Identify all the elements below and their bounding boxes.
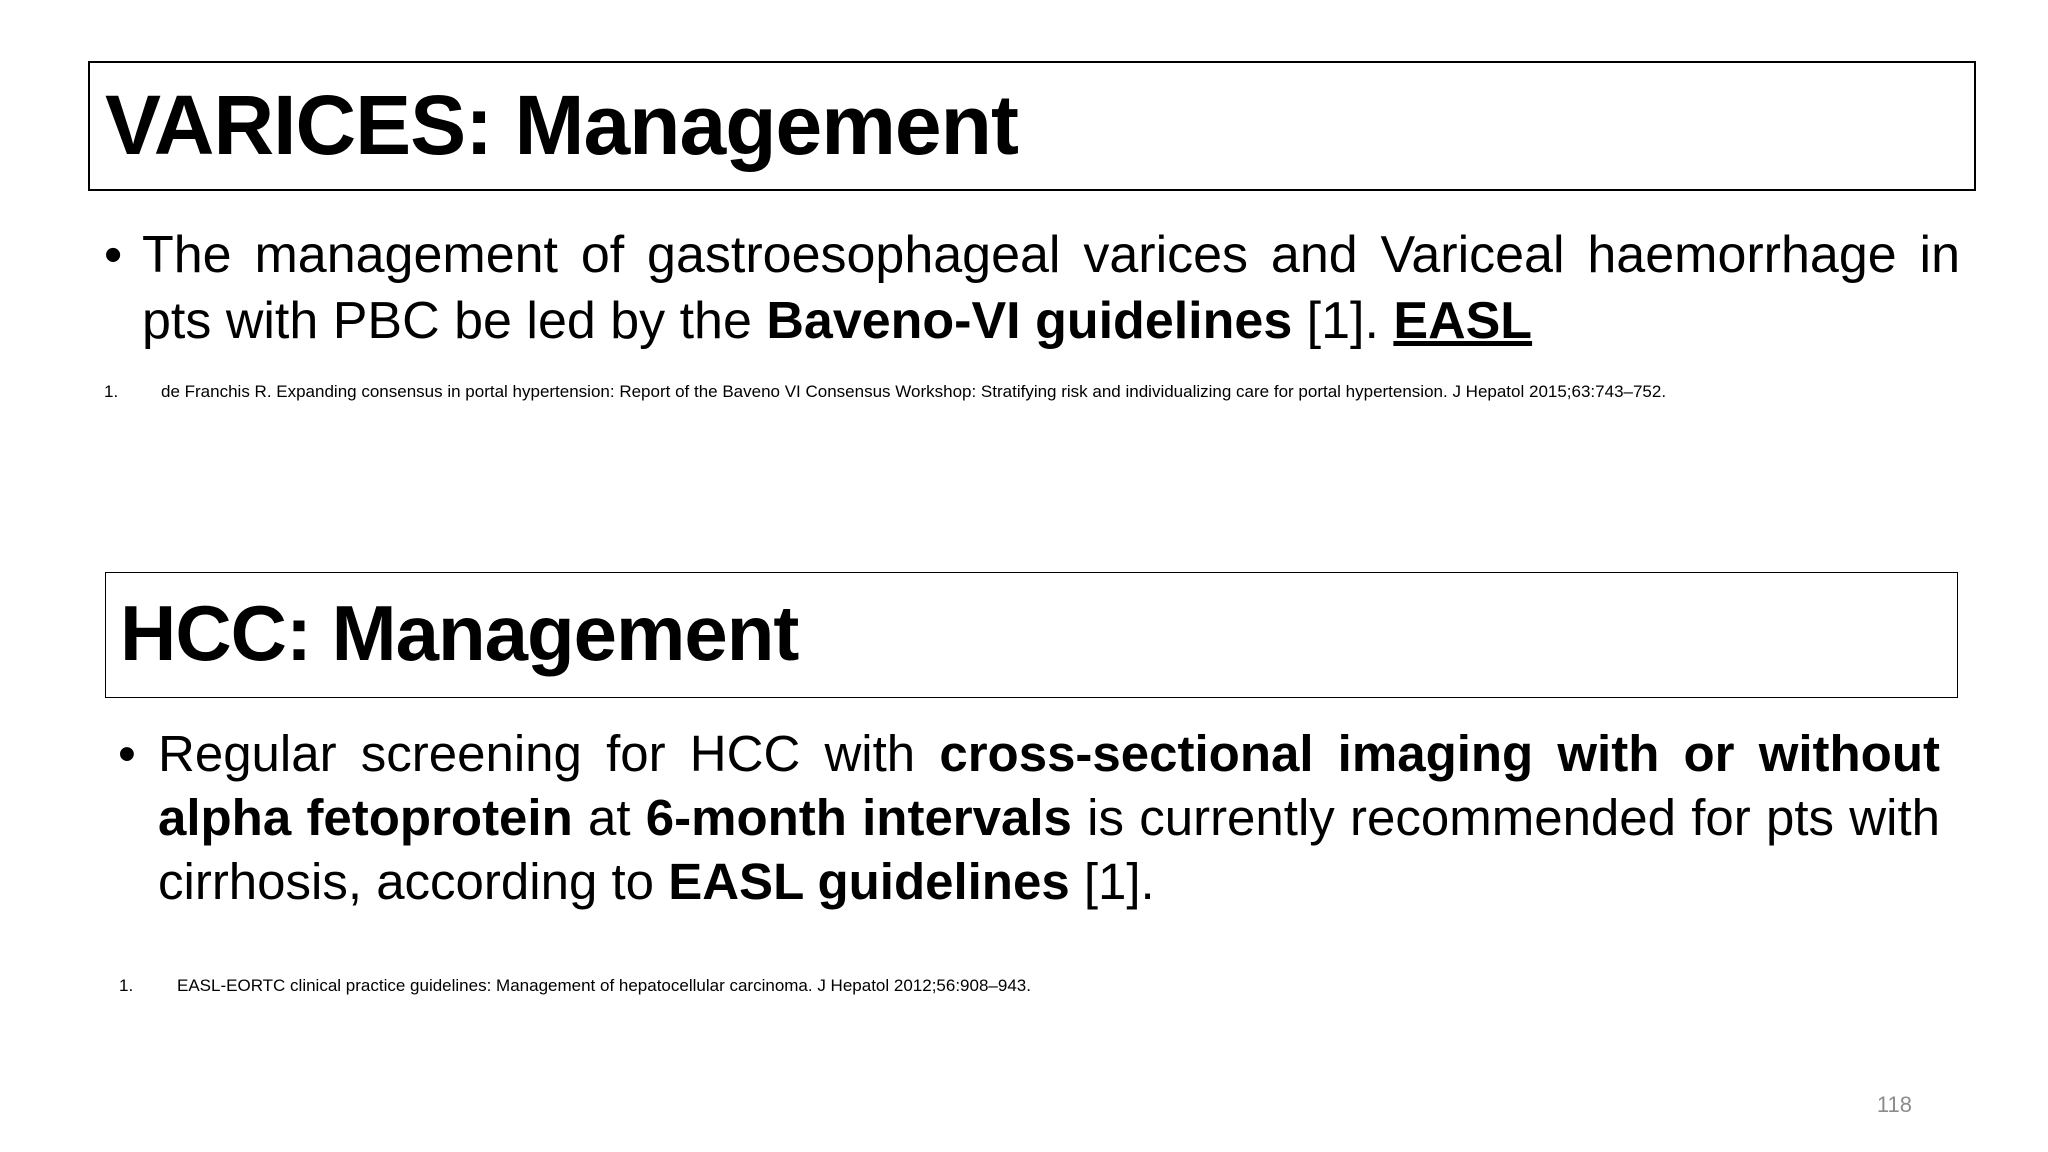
hcc-bullet-bold-guidelines: EASL guidelines — [668, 853, 1070, 910]
hcc-bullet-bold-interval: 6-month intervals — [645, 789, 1072, 846]
hcc-bullet-part4: [1]. — [1069, 853, 1155, 910]
varices-bullet — [104, 222, 1960, 354]
hcc-bullet-part3: is currently recommended for pts with cirrhosis, according to — [158, 789, 1940, 910]
hcc-reference-text: EASL-EORTC clinical practice guidelines: Management of hepatocellular carcinoma. J Hepatol 2012;56:908–943. — [177, 976, 1031, 995]
hcc-bullet-bold-imaging: cross-sectional imaging with or without alpha fetoprotein — [158, 725, 1940, 846]
bullet-dot-icon: • — [104, 226, 123, 284]
hcc-title-box — [105, 572, 1958, 698]
varices-title: VARICES: Management — [105, 78, 1018, 172]
varices-bullet-part2: [1]. — [1292, 292, 1394, 350]
varices-bullet-part1: The management of gastroesophageal varices and Variceal haemorrhage in pts with PBC be led by the — [142, 226, 1960, 350]
page-number: 118 — [1876, 1092, 1912, 1117]
hcc-bullet-text — [158, 722, 1940, 914]
varices-reference-number: 1. — [104, 382, 119, 401]
bullet-dot-icon: • — [118, 725, 136, 782]
varices-bullet-text — [142, 222, 1960, 354]
varices-bullet-bold-guidelines: Baveno-VI guidelines — [766, 292, 1293, 350]
hcc-bullet-part1: Regular screening for HCC with — [158, 725, 940, 782]
varices-reference-text: de Franchis R. Expanding consensus in portal hypertension: Report of the Baveno VI Consensus Workshop: Stratifying risk and individualizing care for portal hypertension. J Hepatol 2015;63:743–752. — [161, 382, 1667, 401]
hcc-bullet-part2: at — [572, 789, 646, 846]
hcc-reference-number: 1. — [119, 976, 134, 995]
varices-bullet-easl: EASL — [1393, 292, 1533, 350]
hcc-bullet — [118, 722, 1940, 914]
varices-title-box — [88, 61, 1976, 191]
hcc-title: HCC: Management — [120, 589, 799, 677]
